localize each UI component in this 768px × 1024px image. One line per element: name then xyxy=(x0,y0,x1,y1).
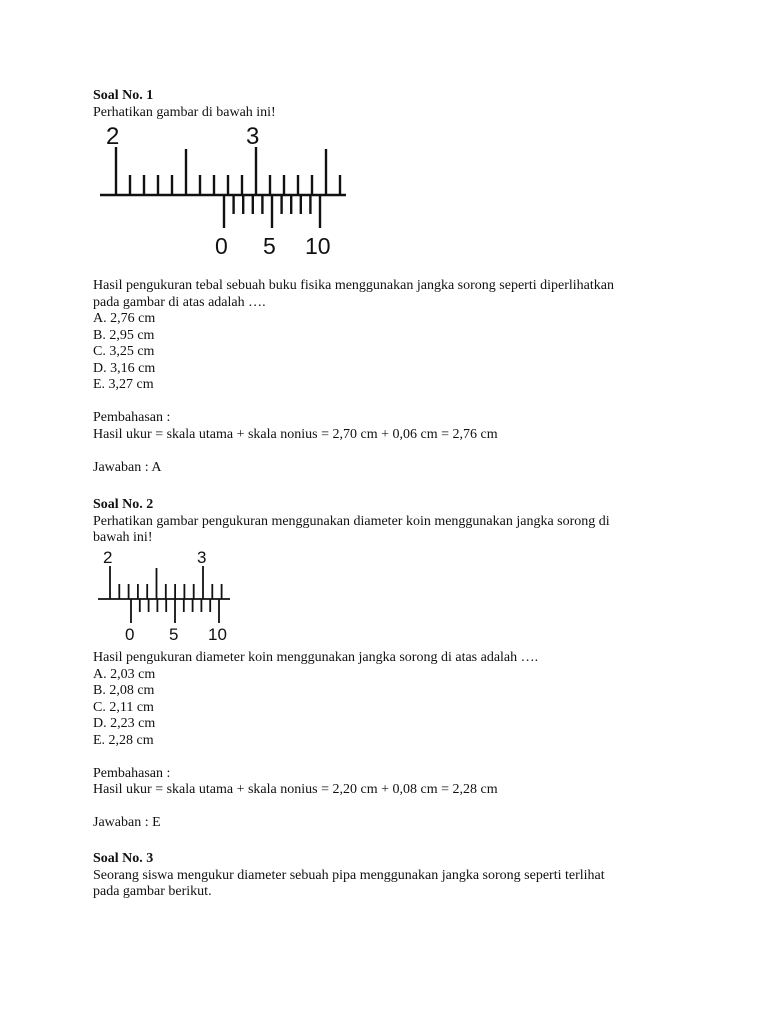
question-2-title: Soal No. 2 xyxy=(93,497,154,512)
question-1-discussion-label: Pembahasan : xyxy=(93,410,171,425)
q2-main-label-3: 3 xyxy=(197,548,207,567)
question-2-discussion: Hasil ukur = skala utama + skala nonius = 2,20 cm + 0,08 cm = 2,28 cm xyxy=(93,782,498,797)
question-3-text-line-1: Seorang siswa mengukur diameter sebuah pipa menggunakan jangka sorong seperti terlihat xyxy=(93,867,605,883)
question-2-option-b: B. 2,08 cm xyxy=(93,683,155,698)
question-2-body xyxy=(93,650,693,832)
question-2-vernier-figure xyxy=(98,546,238,650)
q1-vernier-label-10: 10 xyxy=(305,233,331,259)
question-1-option-a: A. 2,76 cm xyxy=(93,311,156,326)
question-2-header xyxy=(93,497,693,547)
question-1-instruction: Perhatikan gambar di bawah ini! xyxy=(93,104,276,120)
question-1-text-line-2: pada gambar di atas adalah …. xyxy=(93,294,266,310)
question-1-option-d: D. 3,16 cm xyxy=(93,360,156,376)
q1-main-label-2: 2 xyxy=(106,123,120,150)
question-2-option-d: D. 2,23 cm xyxy=(93,716,156,731)
q1-vernier-label-5: 5 xyxy=(263,233,276,259)
question-1-header xyxy=(93,88,693,121)
q2-vernier-label-5: 5 xyxy=(169,625,179,644)
question-3-text-line-2: pada gambar berikut. xyxy=(93,884,212,899)
question-2-instruction-line-1: Perhatikan gambar pengukuran menggunakan diameter koin menggunakan jangka sorong di xyxy=(93,513,610,529)
question-3-block xyxy=(93,851,693,901)
question-1-vernier-figure xyxy=(100,118,350,266)
question-1-body xyxy=(93,278,693,476)
question-2-option-c: C. 2,11 cm xyxy=(93,699,154,715)
q1-main-label-3: 3 xyxy=(246,123,260,150)
question-2-answer: Jawaban : E xyxy=(93,815,161,830)
question-2-instruction-line-2: bawah ini! xyxy=(93,530,153,545)
question-1-option-e: E. 3,27 cm xyxy=(93,377,154,392)
q2-main-label-2: 2 xyxy=(103,548,113,567)
question-2-discussion-label: Pembahasan : xyxy=(93,765,171,781)
question-1-text-line-1: Hasil pengukuran tebal sebuah buku fisika menggunakan jangka sorong seperti diperlihatkan xyxy=(93,278,614,293)
question-3-title: Soal No. 3 xyxy=(93,851,154,866)
question-1-discussion: Hasil ukur = skala utama + skala nonius = 2,70 cm + 0,06 cm = 2,76 cm xyxy=(93,426,498,442)
question-1-option-b: B. 2,95 cm xyxy=(93,327,155,343)
question-2-text: Hasil pengukuran diameter koin menggunakan jangka sorong di atas adalah …. xyxy=(93,650,539,665)
question-2-option-e: E. 2,28 cm xyxy=(93,732,154,748)
question-1-title: Soal No. 1 xyxy=(93,88,154,103)
q2-vernier-label-0: 0 xyxy=(125,625,135,644)
question-2-option-a: A. 2,03 cm xyxy=(93,666,156,682)
question-1-option-c: C. 3,25 cm xyxy=(93,344,155,359)
question-1-answer: Jawaban : A xyxy=(93,459,162,475)
q1-vernier-label-0: 0 xyxy=(215,233,228,259)
q2-vernier-label-10: 10 xyxy=(208,625,227,644)
